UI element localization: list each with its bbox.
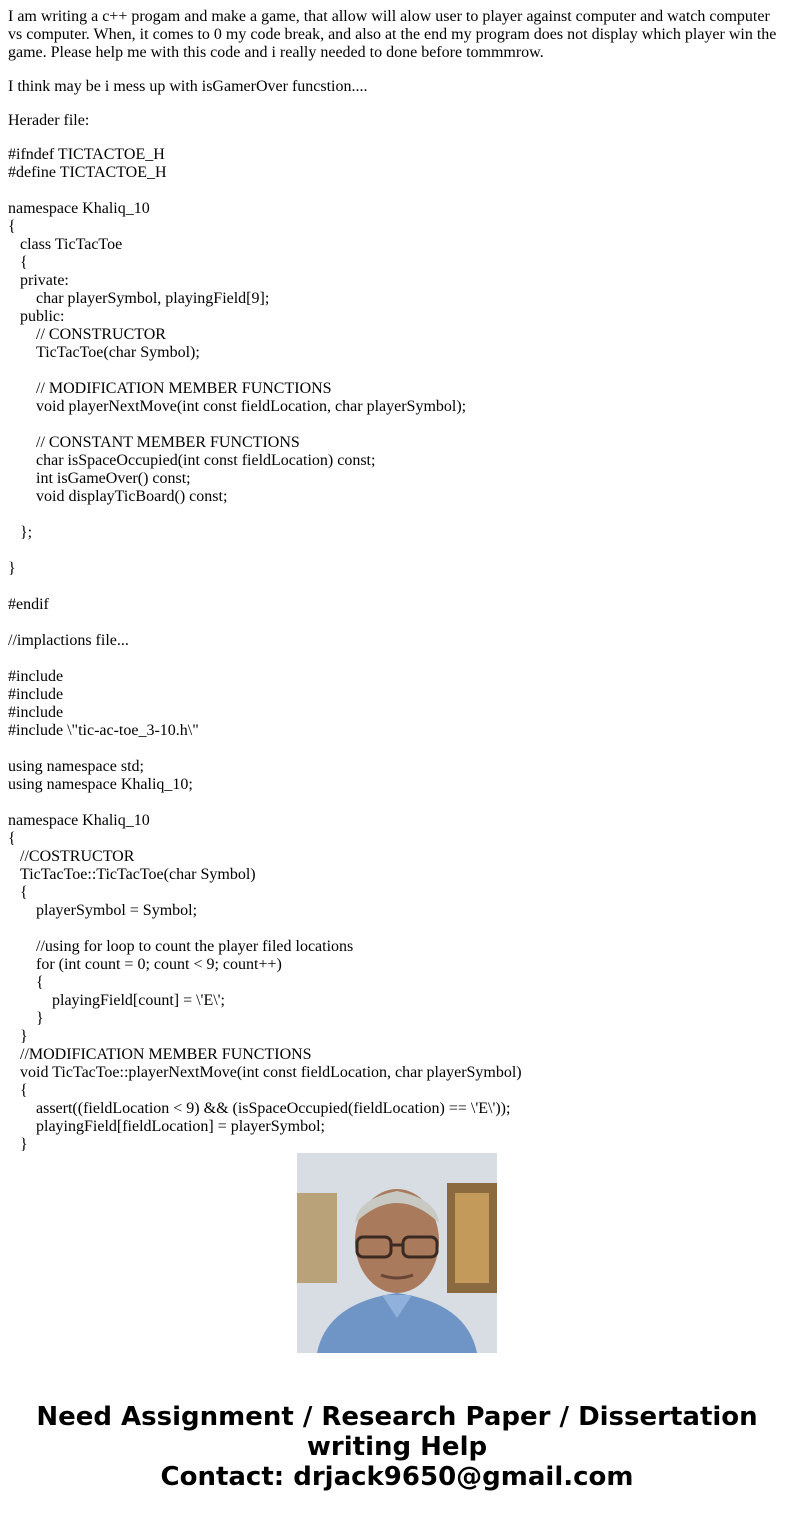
advert-contact: Contact: drjack9650@gmail.com bbox=[160, 1462, 634, 1492]
question-paragraph-2: I think may be i mess up with isGamerOver funcstion.... bbox=[8, 78, 368, 95]
question-paragraph-1: I am writing a c++ progam and make a game, that allow will alow user to player against computer and watch computer vs computer. When, it comes to 0 my code break, and also at the end my program does not display which player win the game. Please help me with this code and i really needed to done before tommmrow. bbox=[8, 8, 777, 61]
question-paragraph-3: Herader file: bbox=[8, 112, 90, 129]
avatar bbox=[297, 1153, 497, 1353]
question-body bbox=[8, 8, 786, 1153]
portrait-photo bbox=[297, 1153, 497, 1353]
advert-banner bbox=[0, 1402, 794, 1492]
advert-line-1: Need Assignment / Research Paper / Dissertation bbox=[36, 1402, 758, 1432]
advert-line-2: writing Help bbox=[306, 1432, 488, 1462]
code-listing: #ifndef TICTACTOE_H #define TICTACTOE_H namespace Khaliq_10 { class TicTacToe { private: char playerSymbol, playingField[9]; public: // CONSTRUCTOR TicTacToe(char Symbol); // MODIFICATION MEMBER FUNCTIONS void playerNextMove(int const fieldLocation, char playerSymbol); // CONSTANT MEMBER FUNCTIONS char isSpaceOccupied(int const fieldLocation) const; int isGameOver() const; void displayTicBoard() const; }; } #endif //implactions file... #include #include #include #include \"tic-ac-toe_3-10.h\" using namespace std; using namespace Khaliq_10; namespace Khaliq_10 { //COSTRUCTOR TicTacToe::TicTacToe(char Symbol) { playerSymbol = Symbol; //using for loop to count the player filed locations for (int count = 0; count < 9; count++) { playingField[count] = \'E\'; } } //MODIFICATION MEMBER FUNCTIONS void TicTacToe::playerNextMove(int const fieldLocation, char playerSymbol) { assert((fieldLocation < 9) && (isSpaceOccupied(fieldLocation) == \'E\')); playingField[fieldLocation] = playerSymbol; } bbox=[8, 146, 522, 1153]
